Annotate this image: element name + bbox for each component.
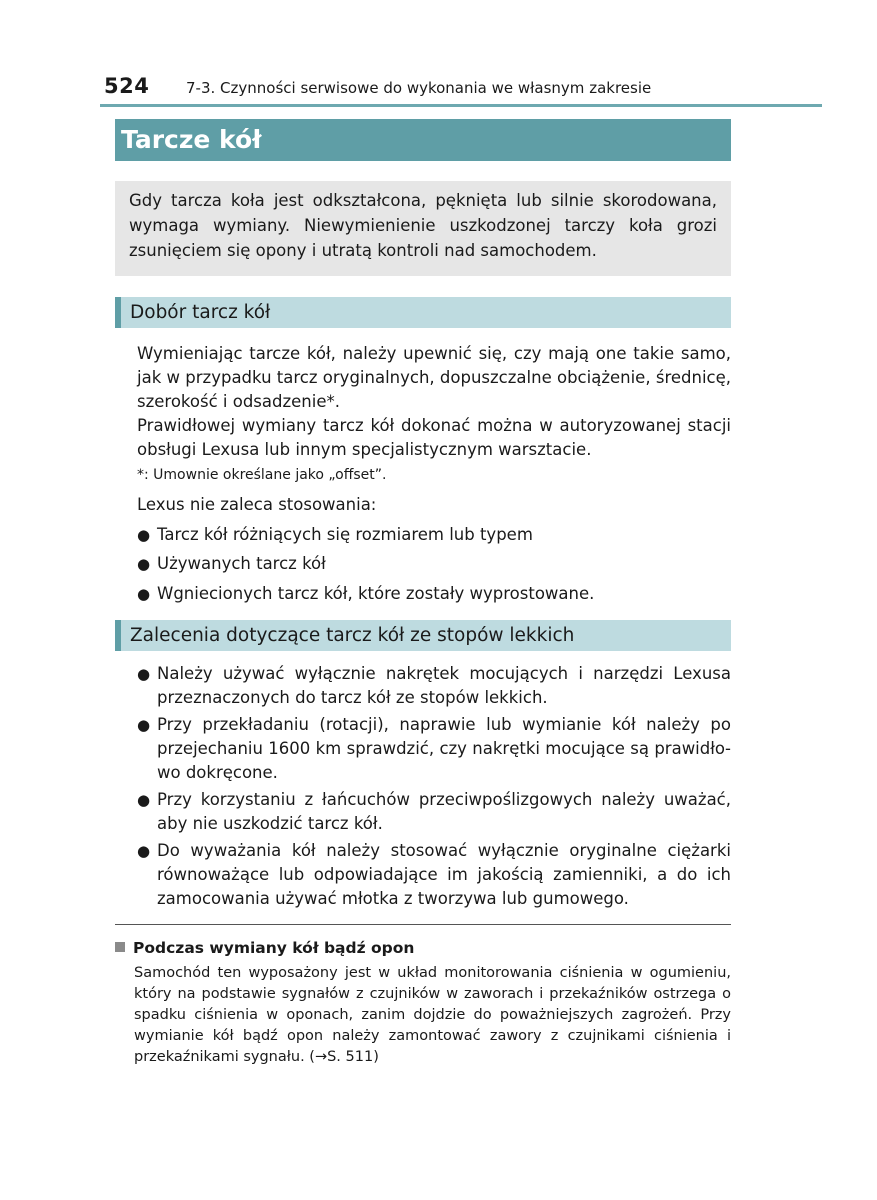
bullet-icon: ● <box>137 665 151 683</box>
section-divider <box>115 924 731 925</box>
note-heading-text: Podczas wymiany kół bądź opon <box>133 939 415 957</box>
list-lead: Lexus nie zaleca stosowania: <box>137 495 377 514</box>
list-item-text: Używanych tarcz kół <box>157 554 326 573</box>
bullet-icon: ● <box>137 555 151 573</box>
note-body: Samochód ten wyposażony jest w układ monitorowania ciśnienia w ogumieniu, który na podstawie sygnałów z czujników w zaworach i przekaźników ostrzega o spadku ciśnienia w oponach, zanim dojdzie do poważniejszych zagrożeń. Przy wymianie kół bądź opon należy zamontować zawory z czujnikami ciśnienia i przekaźnikami sygnału. (→S. 511) <box>134 965 731 1065</box>
list-item <box>137 552 731 576</box>
list-item <box>137 839 731 911</box>
chapter-title: 7-3. Czynności serwisowe do wykonania we własnym zakresie <box>186 79 652 97</box>
list-item <box>137 662 731 710</box>
list-item <box>137 788 731 836</box>
list-item-text: Przy przekładaniu (rotacji), naprawie lub wymianie kół należy po przejechaniu 1600 km sprawdzić, czy nakrętki mocujące są prawidłowo dokręcone. <box>157 715 731 782</box>
square-bullet-icon <box>115 942 125 952</box>
bullet-icon: ● <box>137 526 151 544</box>
intro-box: Gdy tarcza koła jest odkształcona, pęknięta lub silnie skorodowana, wymaga wymiany. Niewymienienie uszkodzonej tarczy koła grozi zsunięciem się opony i utratą kontroli nad samochodem. <box>115 181 731 276</box>
footnote: *: Umownie określane jako „offset”. <box>137 467 387 483</box>
list-item-text: Tarcz kół różniących się rozmiarem lub typem <box>157 525 533 544</box>
page-header <box>100 74 822 107</box>
note-heading <box>115 939 414 957</box>
list-item-text: Wgniecionych tarcz kół, które zostały wyprostowane. <box>157 584 595 603</box>
list-item <box>137 582 731 606</box>
bullet-icon: ● <box>137 842 151 860</box>
bullet-icon: ● <box>137 716 151 734</box>
list-item <box>137 713 731 785</box>
section1-paragraph: Prawidłowej wymiany tarcz kół dokonać można w autoryzowanej stacji obsługi Lexusa lub innym specjalistycznym warsztacie. <box>137 416 731 459</box>
section-heading-wheel-selection: Dobór tarcz kół <box>115 297 731 328</box>
page-title: Tarcze kół <box>115 119 731 161</box>
list-item-text: Przy korzystaniu z łańcuchów przeciwpoślizgowych należy uważać, aby nie uszkodzić tarcz kół. <box>157 790 731 833</box>
section1-text <box>137 342 731 462</box>
bullet-icon: ● <box>137 791 151 809</box>
section1-paragraph: Wymieniając tarcze kół, należy upewnić się, czy mają one takie samo, jak w przypadku tarcz oryginalnych, dopuszczalne obciążenie, średnicę, szerokość i odsadzenie*. <box>137 344 731 411</box>
list-item <box>137 523 731 547</box>
section-heading-alloy-wheels: Zalecenia dotyczące tarcz kół ze stopów lekkich <box>115 620 731 651</box>
bullet-icon: ● <box>137 585 151 603</box>
page-number: 524 <box>104 74 150 98</box>
list-item-text: Należy używać wyłącznie nakrętek mocujących i narzędzi Lexusa przeznaczonych do tarcz kół ze stopów lekkich. <box>157 664 731 707</box>
list-item-text: Do wyważania kół należy stosować wyłącznie oryginalne ciężarki równoważące lub odpowiadające im jakością zamienniki, a do ich zamocowania używać młotka z tworzywa lub gumowego. <box>157 841 731 908</box>
